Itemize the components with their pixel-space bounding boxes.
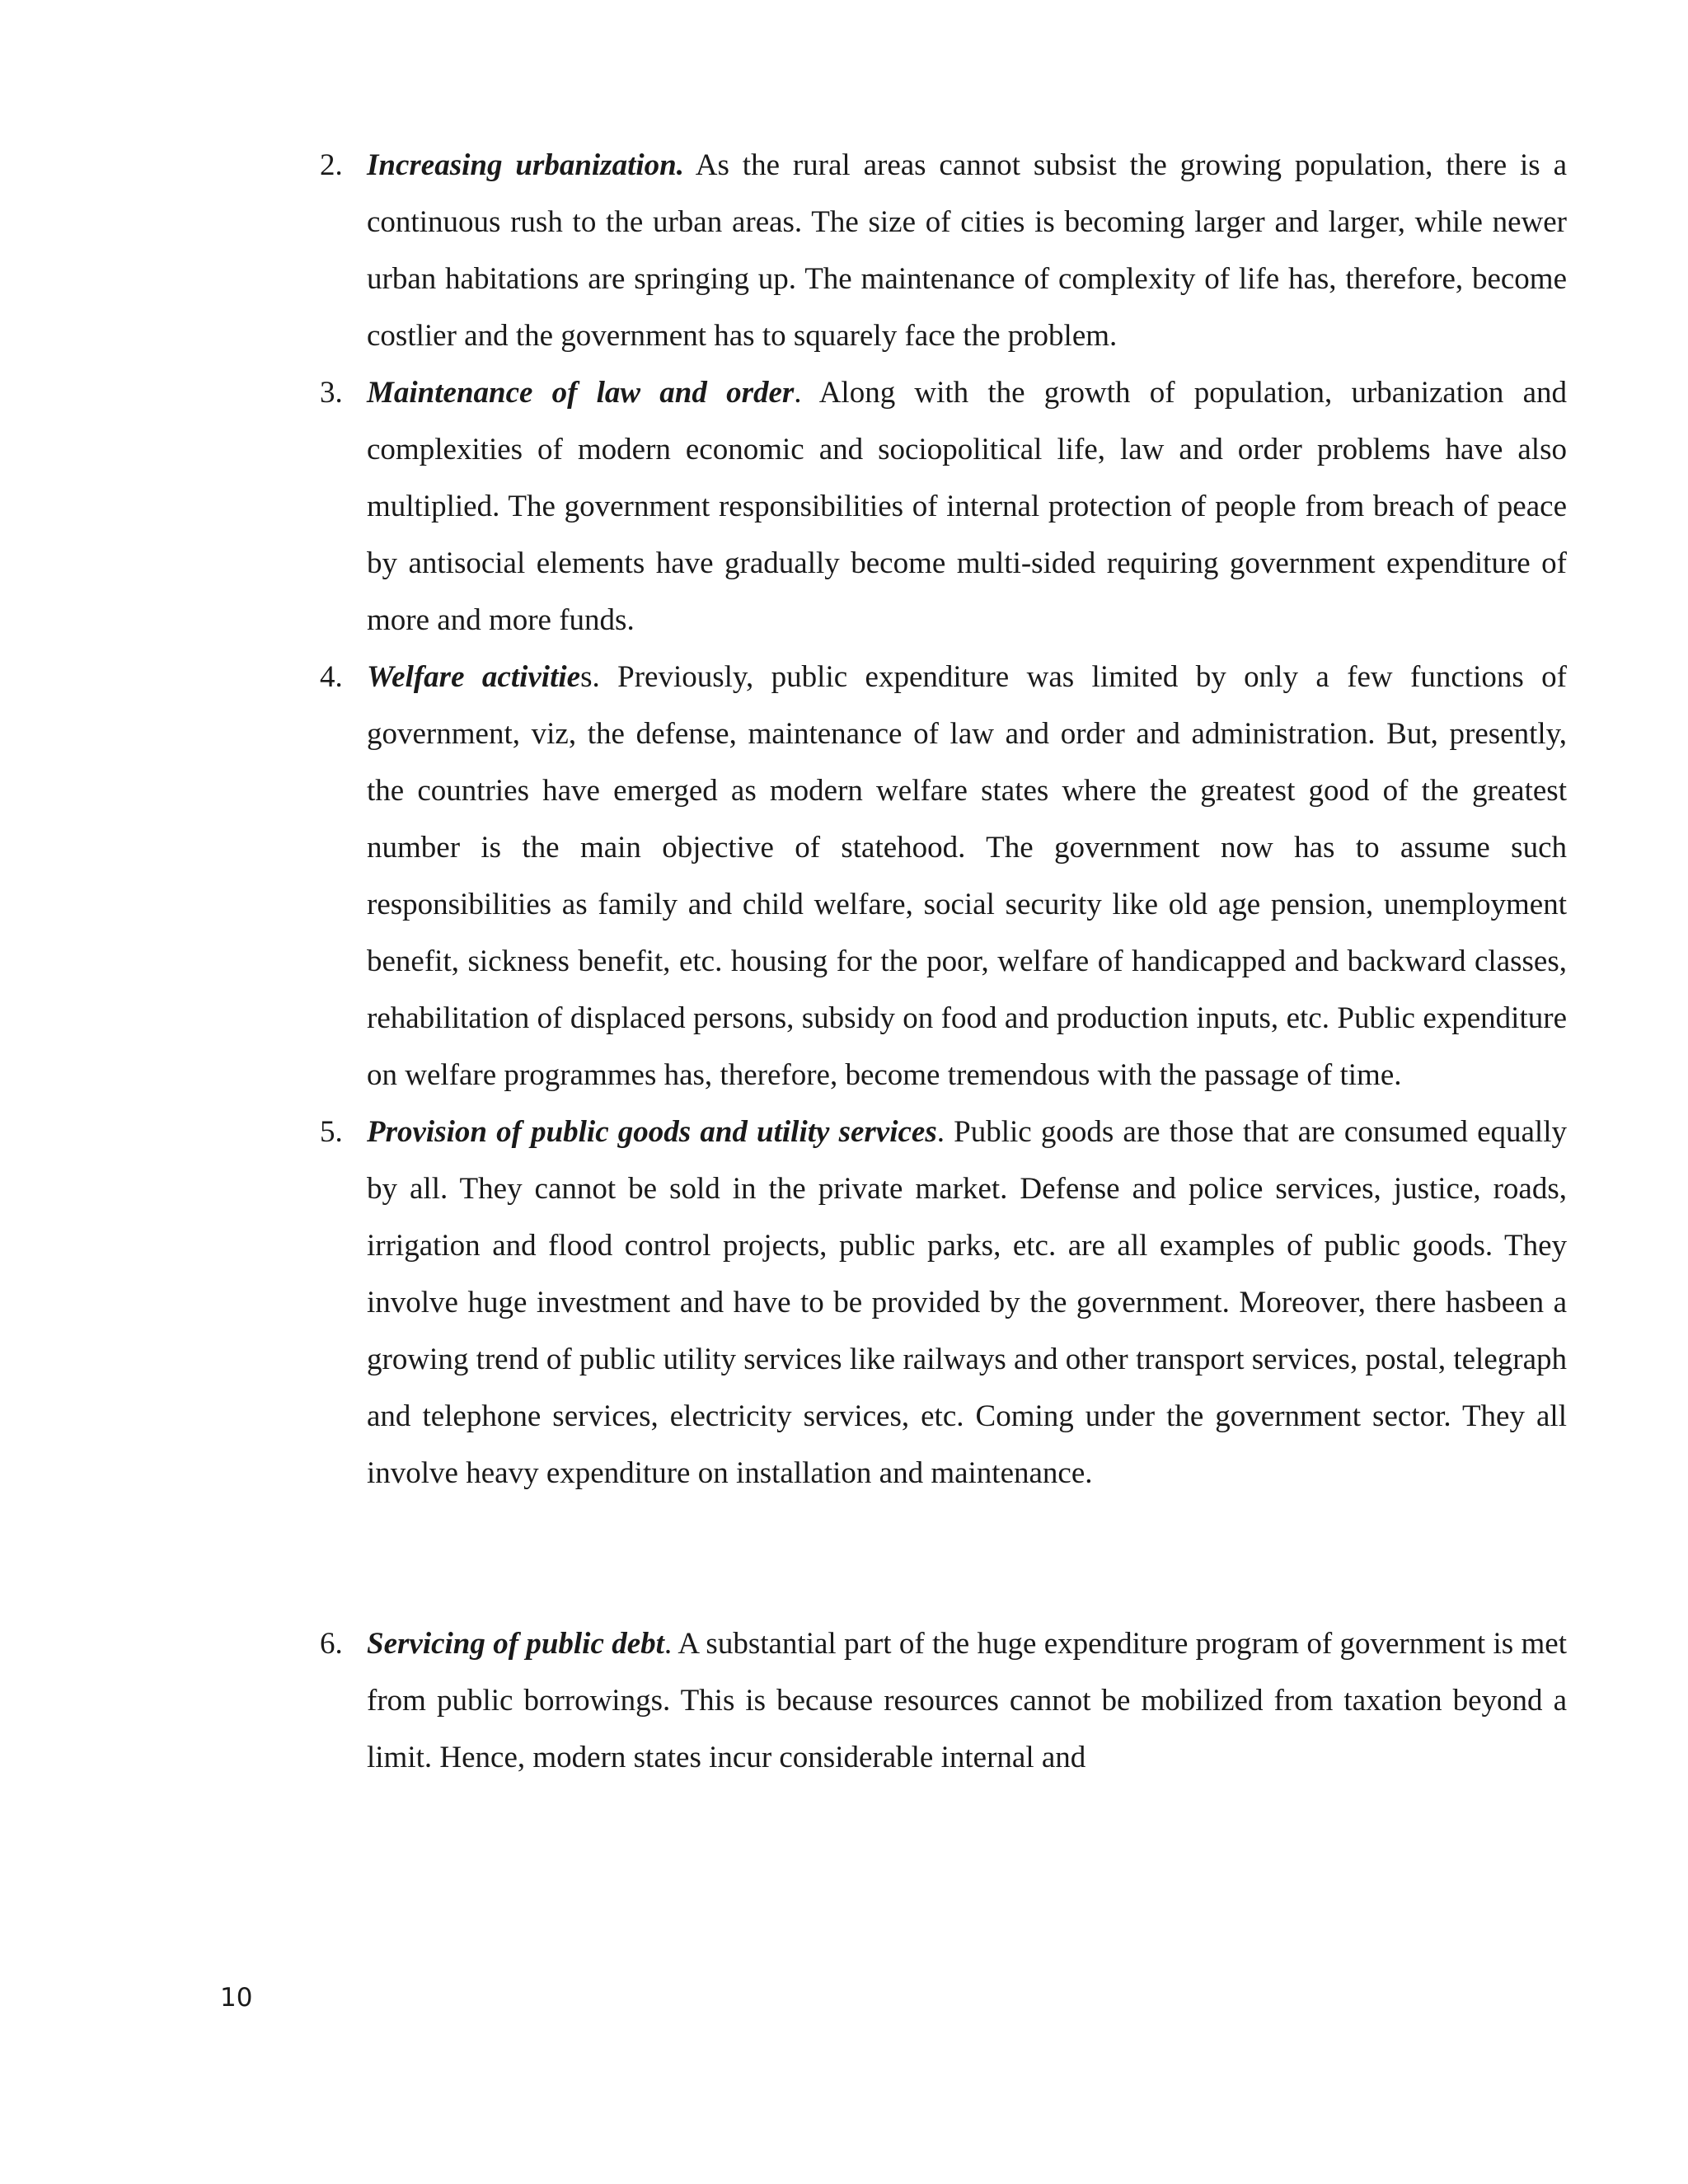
- list-item-5: [320, 1104, 1567, 1502]
- item-body: . A substantial part of the huge expenditure program of government is met from public borrowings. This is because resources cannot be mobilized from taxation beyond a limit. Hence, modern states incur considerable internal and: [367, 1627, 1567, 1774]
- list-item-4: [320, 649, 1567, 1104]
- page-number: 10: [220, 1983, 253, 2013]
- item-heading: Servicing of public debt: [367, 1627, 664, 1661]
- numbered-list: [320, 137, 1567, 1786]
- item-body: s. Previously, public expenditure was limited by only a few functions of government, viz, the defense, maintenance of law and order and administration. But, presently, the countries have emerged as modern welfare states where the greatest good of the greatest number is the main objective of statehood. The government now has to assume such responsibilities as family and child welfare, social security like old age pension, unemployment benefit, sickness benefit, etc. housing for the poor, welfare of handicapped and backward classes, rehabilitation of displaced persons, subsidy on food and production inputs, etc. Public expenditure on welfare programmes has, therefore, become tremendous with the passage of time.: [367, 660, 1567, 1092]
- list-item-6: [320, 1615, 1567, 1786]
- item-body: As the rural areas cannot subsist the growing population, there is a continuous rush to the urban areas. The size of cities is becoming larger and larger, while newer urban habitations are springing up. The maintenance of complexity of life has, therefore, become costlier and the government has to squarely face the problem.: [367, 148, 1567, 353]
- item-heading: Welfare activitie: [367, 660, 581, 694]
- item-heading: Provision of public goods and utility services: [367, 1115, 937, 1149]
- item-body: . Along with the growth of population, urbanization and complexities of modern economic and sociopolitical life, law and order problems have also multiplied. The government responsibilities of internal protection of people from breach of peace by antisocial elements have gradually become multi-sided requiring government expenditure of more and more funds.: [367, 376, 1567, 637]
- list-item-3: [320, 364, 1567, 649]
- list-item-2: [320, 137, 1567, 364]
- list-number: 4.: [320, 660, 343, 694]
- list-number: 3.: [320, 376, 343, 410]
- item-body: . Public goods are those that are consumed equally by all. They cannot be sold in the private market. Defense and police services, justice, roads, irrigation and flood control projects, public parks, etc. are all examples of public goods. They involve huge investment and have to be provided by the government. Moreover, there hasbeen a growing trend of public utility services like railways and other transport services, postal, telegraph and telephone services, electricity services, etc. Coming under the government sector. They all involve heavy expenditure on installation and maintenance.: [367, 1115, 1567, 1490]
- list-number: 5.: [320, 1115, 343, 1149]
- item-heading: Maintenance of law and order: [367, 376, 795, 410]
- item-heading: Increasing urbanization.: [367, 148, 684, 182]
- list-number: 2.: [320, 148, 343, 182]
- list-number: 6.: [320, 1627, 343, 1661]
